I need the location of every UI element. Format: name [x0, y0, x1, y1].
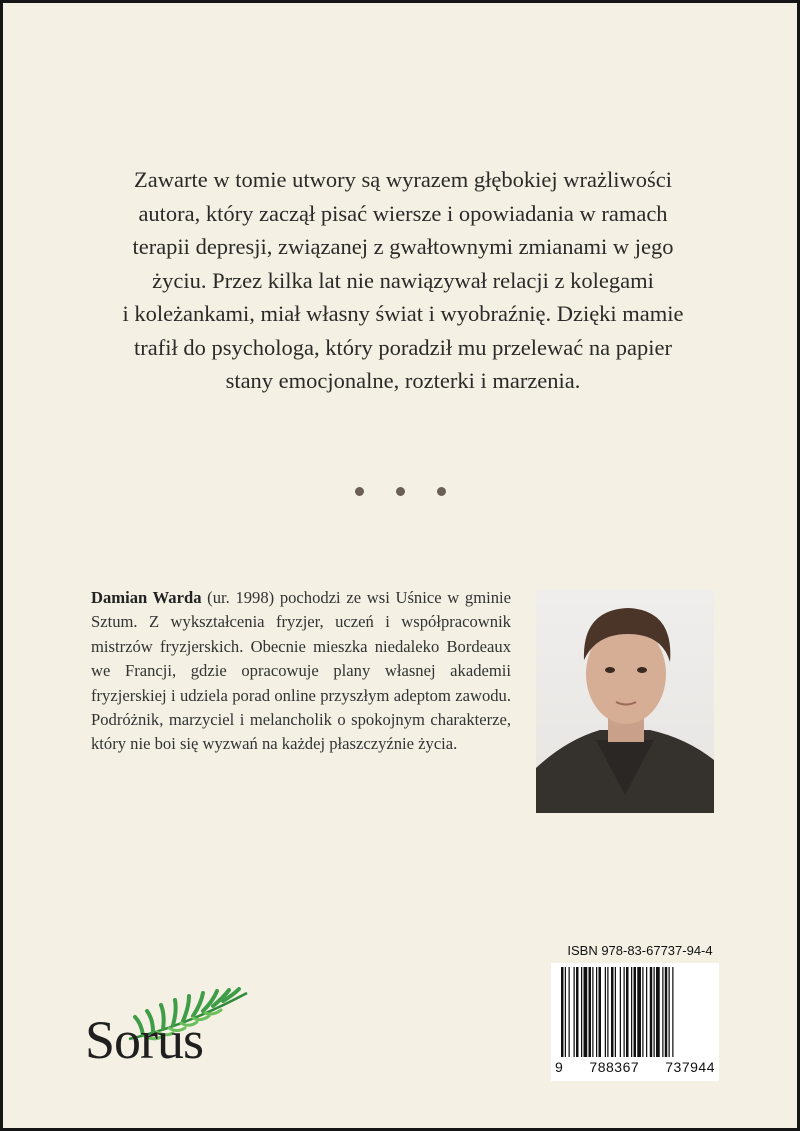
- blurb-line: Zawarte w tomie utwory są wyrazem głębokiej wrażliwości: [134, 167, 672, 192]
- barcode-digit-group: 737944: [665, 1059, 715, 1075]
- divider-dot: [396, 487, 405, 496]
- barcode-bar: [589, 967, 592, 1057]
- barcode-bar: [669, 967, 670, 1057]
- barcode-bar: [584, 967, 588, 1057]
- bio-line: płaszczyźnie życia.: [329, 734, 458, 754]
- barcode-bar: [574, 967, 575, 1057]
- blurb-line: stany emocjonalne, rozterki i marzenia.: [225, 368, 581, 393]
- barcode-bar: [569, 967, 570, 1057]
- barcode-bar: [561, 967, 564, 1057]
- barcode-bar: [665, 967, 668, 1057]
- barcode-bar: [631, 967, 632, 1057]
- author-bio: [91, 586, 511, 757]
- barcode-digit-group: 9: [555, 1059, 564, 1075]
- bio-line: opracowuje plany własnej akademii fryzjerskiej: [91, 661, 512, 705]
- barcode-bar: [615, 967, 616, 1057]
- bio-line: w gminie Sztum. Z wykształcenia fryzjer, uczeń: [91, 588, 512, 632]
- barcode-bar: [646, 967, 647, 1057]
- barcode-bar: [672, 967, 673, 1057]
- blurb-line: autora, który zaczął pisać wiersze i opowiadania w ramach: [138, 200, 668, 226]
- bio-line: i udziela porad online przyszłym adeptom zawodu.: [170, 685, 512, 705]
- barcode-bar: [581, 967, 582, 1057]
- blurb-line: terapii depresji, związanej z gwałtownymi zmianami w jego: [132, 234, 674, 259]
- blurb-line: trafił do psychologa, który poradził mu przelewać na papier: [134, 334, 672, 360]
- barcode-bar: [654, 967, 655, 1057]
- isbn-label: ISBN 978-83-67737-94-4: [567, 943, 713, 958]
- bio-line: Podróżnik, marzyciel i melancholik o spokojnym: [91, 710, 425, 730]
- book-blurb: [73, 163, 733, 398]
- divider-dot: [355, 487, 364, 496]
- barcode-digits: [555, 1059, 715, 1075]
- publisher-logo: [85, 987, 265, 1087]
- barcode-bar: [620, 967, 621, 1057]
- barcode-bar: [656, 967, 660, 1057]
- barcode: [551, 963, 719, 1081]
- barcode-bar: [624, 967, 625, 1057]
- barcode-bar: [611, 967, 614, 1057]
- barcode-bar: [565, 967, 566, 1057]
- barcode-bar: [650, 967, 653, 1057]
- barcode-bar: [576, 967, 579, 1057]
- section-divider: [3, 483, 797, 501]
- barcode-bar: [607, 967, 608, 1057]
- barcode-bar: [605, 967, 606, 1057]
- barcode-bar: [626, 967, 629, 1057]
- barcode-digit-group: 788367: [589, 1059, 640, 1075]
- bio-line: mieszka niedaleko Bordeaux we Francji, gdzie: [91, 636, 511, 681]
- barcode-bar: [637, 967, 641, 1057]
- barcode-bar: [596, 967, 597, 1057]
- author-portrait-illustration: [536, 590, 714, 813]
- barcode-bar: [634, 967, 637, 1057]
- blurb-line: życiu. Przez kilka lat nie nawiązywał relacji z kolegami: [152, 267, 654, 293]
- barcode-bar: [662, 967, 663, 1057]
- blurb-line: i koleżankami, miał własny świat i wyobraźnię. Dzięki mamie: [122, 301, 684, 326]
- barcode-bars: [559, 967, 711, 1057]
- bio-line: i współpracownik mistrzów fryzjerskich. Obecnie: [91, 612, 511, 656]
- bio-line: charakterze, który nie boi się wyzwań na każdej: [91, 710, 512, 754]
- barcode-bar: [599, 967, 602, 1057]
- author-name: Damian Warda: [91, 588, 202, 607]
- barcode-bar: [642, 967, 643, 1057]
- divider-dot: [437, 487, 446, 496]
- bio-line: (ur. 1998) pochodzi ze wsi Uśnice: [201, 588, 442, 607]
- barcode-bar: [592, 967, 593, 1057]
- publisher-name: Sorus: [85, 1010, 204, 1070]
- author-photo: [536, 590, 714, 813]
